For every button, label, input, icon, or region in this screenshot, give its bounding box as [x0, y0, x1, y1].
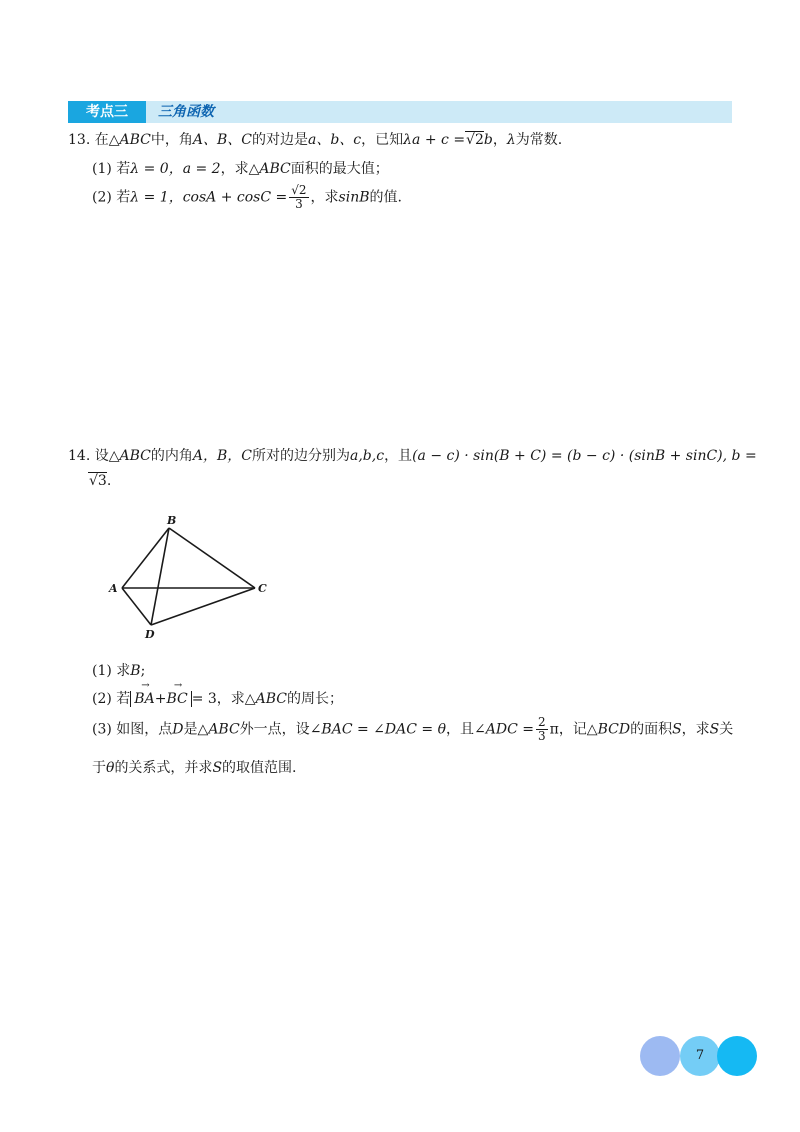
section-header [68, 101, 732, 123]
label-c: C [258, 582, 267, 595]
q14-part3: (3) 如图，点D是△ABC外一点，设∠BAC = ∠DAC = θ，且∠ADC = $\frac{2}{3}$ π，记△BCD的面积S，求S关 [92, 715, 734, 743]
q14-part2-label: (2) [92, 691, 112, 707]
q14-part3-cont: 于θ的关系式，并求S的取值范围. [92, 760, 297, 776]
edge-dc [151, 588, 255, 625]
edge-bd [151, 528, 169, 625]
q13-part1-label: (1) [92, 161, 112, 177]
edge-ab [122, 528, 169, 588]
edge-bc [169, 528, 255, 588]
q14-part3-label: (3) [92, 721, 112, 738]
q13-part2: (2) 若λ = 1，cosA + cosC = $\frac{√2}{3}$ ，求sinB的值. [92, 183, 402, 211]
q13-fraction: $\frac{√2}{3}$ [291, 183, 307, 211]
label-b: B [167, 514, 177, 527]
q14-stem-cont: √3. [89, 473, 112, 489]
bubble-right [717, 1036, 757, 1076]
q13-part2-label: (2) [92, 189, 112, 206]
section-tag: 考点三 [68, 101, 146, 123]
q14-number: 14. [68, 448, 91, 464]
page-number: 7 [695, 1048, 705, 1063]
q14-part1-label: (1) [92, 663, 112, 679]
vector-sum-magnitude: → BA+→ BC [130, 691, 191, 707]
q14-part2: (2) 若→ BA+→ BC = 3，求△ABC的周长； [92, 688, 343, 708]
page-number-badge [640, 1036, 760, 1078]
bubble-left [640, 1036, 680, 1076]
q13-part1: (1) 若λ = 0，a = 2，求△ABC面积的最大值； [92, 161, 389, 177]
q14-fraction: $\frac{2}{3}$ [537, 715, 546, 743]
label-d: D [145, 628, 155, 641]
q14-part1: (1) 求B; [92, 663, 146, 679]
q13-stem: 13. 在△ABC中，角A、B、C的对边是a、b、c，已知λa + c =√2b，λ为常数. [68, 132, 563, 148]
label-a: A [109, 582, 118, 595]
q13-number: 13. [68, 132, 91, 148]
edge-ad [122, 588, 151, 625]
quadrilateral-figure [105, 510, 280, 645]
q14-stem: 14. 设△ABC的内角A，B，C所对的边分别为a,b,c，且(a − c) · sin(B + C) = (b − c) · (sinB + sinC), b = [68, 448, 757, 464]
section-title: 三角函数 [158, 104, 214, 120]
